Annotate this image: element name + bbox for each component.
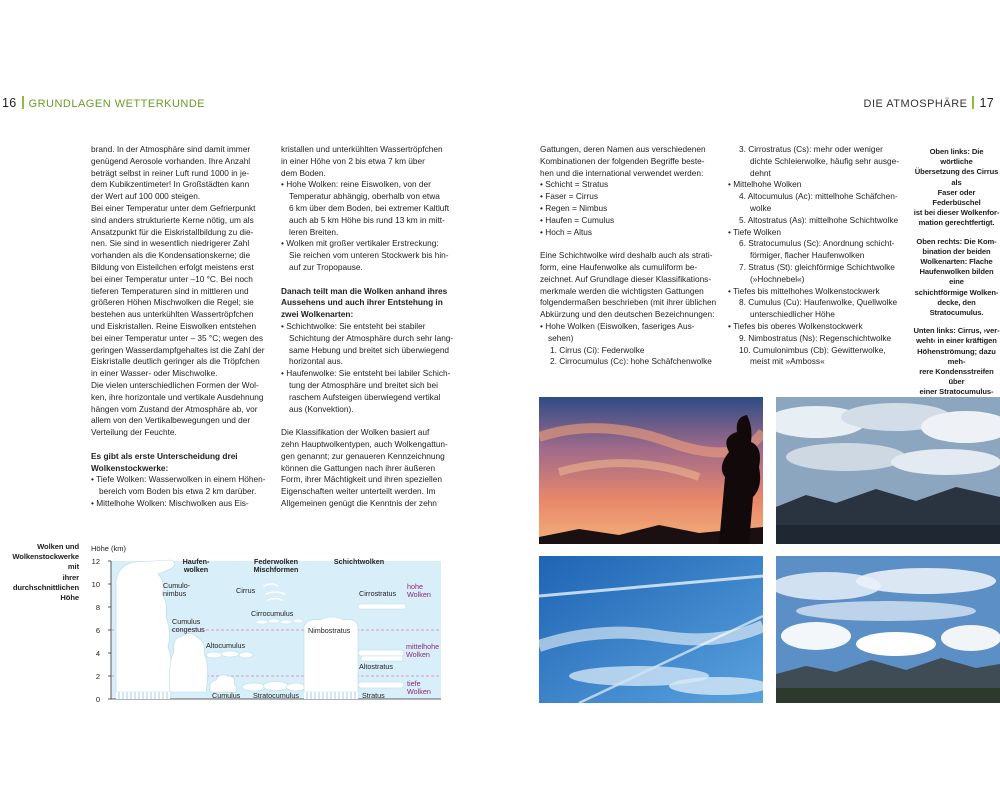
photo-stratocumulus-mountains (776, 397, 1000, 544)
tick-label: 0 (95, 695, 100, 704)
list-item: 9. Nimbostratus (Ns): Regenschichtwolke (739, 332, 892, 343)
level-label-high-1: hohe (407, 582, 423, 591)
cloud-levels-list (91, 474, 271, 509)
label-cirrus: Cirrus (236, 586, 256, 595)
list-item: 7. Stratus (St): gleichförmige Schichtwolke (»Hochnebel«) (739, 261, 895, 284)
altostratus-cloud (358, 650, 404, 661)
cloud-levels-diagram (86, 542, 456, 706)
caption-top-left: Oben links: Die wörtliche Übersetzung des Cirrus als Faser oder Federbüschel ist bei dieser Wolkenfor- mation gerechtfertigt. (913, 147, 1000, 228)
label-stratocumulus: Stratocumulus (253, 691, 299, 700)
text-column-3 (540, 144, 718, 368)
header-schichtwolken: Schichtwolken (333, 557, 385, 566)
header-haufenwolken-2: wolken (183, 565, 209, 574)
label-stratus: Stratus (362, 691, 385, 700)
label-cumulus-congestus-1: Cumulus (172, 617, 201, 626)
list-item: 1. Cirrus (Ci): Federwolke (550, 344, 645, 355)
caption-bottom-left: Unten links: Cirrus, ›ver- weht‹ in einer kräftigen Höhenströmung; dazu meh- rere Kondensstreifen über einer Stratocumulus- (913, 326, 1000, 397)
caption-top-right: Oben rechts: Die Kom- bination der beiden Wolkenarten: Flache Haufenwolken bilden eine schichtförmige Wolken- decke, den Stratocumulus. (914, 236, 999, 318)
header-federwolken-2: Mischformen (253, 565, 299, 574)
running-head-left (2, 96, 205, 110)
subheading-cloud-levels: Es gibt als erste Unterscheidung drei Wolkenstockwerke: (91, 450, 238, 473)
photo-cirrus-contrails (539, 556, 763, 703)
tick-label: 6 (95, 626, 100, 635)
label-cumulus-congestus-2: congestus (172, 625, 205, 634)
running-head-right (864, 96, 995, 110)
subheading-cloud-types: Danach teilt man die Wolken anhand ihres Aussehens und auch ihrer Entstehung in zwei Wolkenarten: (281, 285, 448, 320)
list-item: • Tiefes bis mittelhohes Wolkenstockwerk (728, 286, 908, 298)
list-item: 3. Cirrostratus (Cs): mehr oder weniger dichte Schleierwolke, häufig sehr ausge- dehnt (739, 144, 899, 178)
genera-list (540, 321, 718, 345)
label-nimbostratus: Nimbostratus (308, 626, 351, 635)
accent-bar-left (22, 96, 24, 109)
diagram-caption: Wolken und Wolkenstockwerke mit ihrer durchschnittlichen Höhe (12, 542, 79, 603)
y-axis-label: Höhe (km) (91, 544, 127, 553)
accent-bar-right (972, 96, 974, 109)
list-item: • Mittelhohe Wolken (728, 179, 908, 191)
list-item: • Tiefe Wolken (728, 227, 908, 239)
paragraph-stratiform: Eine Schichtwolke wird deshalb auch als strati- form, eine Haufenwolke als cumuliform be- zeichnet. Auf Grundlage dieser Klassifikations- merkmale werden die wichtigsten Gattungen folgendermaßen beschrieben (mit ihrer üblichen Abkürzung und den deutschen Bezeichnungen: (540, 250, 717, 320)
cloud-types-list (281, 321, 461, 415)
list-item: • Haufen = Cumulus (540, 215, 718, 227)
text-column-4 (728, 144, 908, 368)
paragraph-aerosols: brand. In der Atmosphäre sind damit immer genügend Aerosole vorhanden. Ihre Anzahl beträgt selbst in reiner Luft rund 1000 in je- dem Kubikzentimeter! In Großstädten kann der Wert auf 100 000 steigen. (91, 144, 251, 202)
level-label-high-2: Wolken (407, 590, 431, 599)
label-cumulonimbus-1: Cumulo- (163, 581, 191, 590)
list-item: • Schichtwolke: Sie entsteht bei stabiler Schichtung der Atmosphäre durch sehr lang- same Hebung und breitet sich überwiegend horizontal aus. (281, 321, 461, 368)
label-cirrostratus: Cirrostratus (359, 589, 397, 598)
page-number-right: 17 (979, 96, 994, 110)
latin-terms-list (540, 179, 718, 238)
altocumulus-cloud (206, 651, 253, 658)
paragraph-continued: kristallen und unterkühlten Wassertröpfchen in einer Höhe von 2 bis etwa 7 km über dem Boden. (281, 144, 443, 178)
paragraph-cloud-forms: Die vielen unterschiedlichen Formen der Wol- ken, ihre horizontale und vertikale Ausdehnung hängen vom Zustand der Atmosphäre ab, vor allem von den Vertikalbewegungen und der Verteilung der Feuchte. (91, 379, 264, 438)
list-item: 8. Cumulus (Cu): Haufenwolke, Quellwolke unterschiedlicher Höhe (739, 297, 898, 320)
photo-cirrocumulus-cumuli (776, 556, 1000, 703)
label-cumulonimbus-2: nimbus (163, 589, 187, 598)
tick-label: 4 (95, 649, 100, 658)
text-column-1 (91, 144, 271, 510)
list-item: • Hohe Wolken (Eiswolken, faseriges Aus- sehen) (540, 321, 718, 345)
list-item: • Mittelhohe Wolken: Mischwolken aus Eis- (91, 498, 271, 510)
list-item: • Faser = Cirrus (540, 191, 718, 203)
text-column-2 (281, 144, 461, 510)
cirrostratus-cloud (358, 604, 406, 609)
page-number-left: 16 (2, 96, 17, 110)
tick-label: 2 (95, 672, 100, 681)
section-title: DIE ATMOSPHÄRE (863, 98, 968, 110)
list-item: 4. Altocumulus (Ac): mittelhohe Schäfchen- wolke (739, 191, 898, 213)
list-item: 6. Stratocumulus (Sc): Anordnung schicht- förmiger, flacher Haufenwolken (739, 238, 895, 261)
list-item: • Tiefes bis oberes Wolkenstockwerk (728, 321, 908, 333)
list-item: • Wolken mit großer vertikaler Erstreckung: Sie reichen vom unteren Stockwerk bis hin- auf zur Tropopause. (281, 238, 461, 273)
level-label-mid-1: mittelhohe (406, 642, 440, 651)
header-federwolken-1: Federwolken (254, 557, 298, 566)
label-altostratus: Altostratus (359, 662, 393, 671)
list-item: 2. Cirrocumulus (Cc): hohe Schäfchenwolke (550, 356, 712, 367)
stratus-cloud (358, 682, 404, 688)
level-label-low-2: Wolken (407, 687, 431, 696)
tick-label: 10 (91, 580, 100, 589)
label-altocumulus: Altocumulus (206, 641, 246, 650)
paragraph-classification: Die Klassifikation der Wolken basiert auf zehn Hauptwolkentypen, auch Wolkengattun- gen genannt; zur genaueren Kennzeichnung können die Gattungen nach ihrer äußeren Form, ihrer Mächtigkeit und ihren speziellen Eigenschaften weiter unterteilt werden. Im Allgemeinen genügt die Kenntnis der zehn (281, 427, 448, 508)
list-item: • Haufenwolke: Sie entsteht bei labiler Schich- tung der Atmosphäre und breitet sich bei raschem Aufsteigen überwiegend vertikal aus (Konvektion). (281, 368, 461, 415)
list-item: • Hohe Wolken: reine Eiswolken, von der Temperatur abhängig, oberhalb von etwa 6 km über dem Boden, bei extremer Kaltluft auch ab 5 km Höhe bis rund 13 km in mitt- leren Breiten. (281, 179, 461, 238)
level-label-low-1: tiefe (407, 679, 421, 688)
level-label-mid-2: Wolken (406, 650, 430, 659)
cloud-levels-list-continued (281, 179, 461, 273)
label-cumulus: Cumulus (212, 691, 241, 700)
list-item: • Hoch = Altus (540, 227, 718, 239)
cumulus-congestus-cloud (170, 633, 208, 692)
chapter-title: GRUNDLAGEN WETTERKUNDE (28, 98, 206, 110)
stratocumulus-cloud (242, 682, 306, 692)
nimbostratus-rain (304, 692, 358, 699)
list-item: • Schicht = Stratus (540, 179, 718, 191)
header-haufenwolken-1: Haufen- (182, 557, 210, 566)
cumulonimbus-rain (116, 692, 170, 699)
tick-label: 8 (95, 603, 100, 612)
paragraph-ice-crystals: Bei einer Temperatur unter dem Gefrierpunkt sind anders strukturierte Kerne nötig, um als Ansatzpunkt für die Eiskristallbildung zu die- nen. Sie sind in wesentlich niedrigerer Zahl vorhanden als die Kondensationskerne; die Bildung von Eisteilchen erfolgt meistens erst bei einer Temperatur unter –10 °C. Bei noch tieferen Temperaturen sind in mittleren und größeren Höhen Mischwolken die Regel; sie bestehen aus unterkühlten Wassertröpfchen und Eiskristallen. Reine Eiswolken entstehen bei einer Temperatur unter – 35 °C; wegen des geringen Wasserdampfgehaltes ist die Zahl der Eiskristalle deutlich geringer als die Tröpfchen in einer Wasser- oder Mischwolke. (91, 202, 265, 379)
list-item: • Tiefe Wolken: Wasserwolken in einem Höhen- bereich vom Boden bis etwa 2 km darüber. (91, 474, 271, 498)
list-item: 10. Cumulonimbus (Cb): Gewitterwolke, meist mit »Amboss« (739, 344, 886, 367)
list-item: 5. Altostratus (As): mittelhohe Schichtwolke (739, 214, 899, 225)
tick-label: 12 (91, 557, 100, 566)
list-item: • Regen = Nimbus (540, 203, 718, 215)
label-cirrocumulus: Cirrocumulus (251, 609, 294, 618)
paragraph-genera: Gattungen, deren Namen aus verschiedenen Kombinationen der folgenden Begriffe beste- hen und die international verwendet werden: (540, 144, 706, 178)
photo-sunset-cirrus (539, 397, 763, 544)
genera-numbered-list (540, 345, 718, 369)
genera-numbered-list-continued (728, 144, 908, 179)
